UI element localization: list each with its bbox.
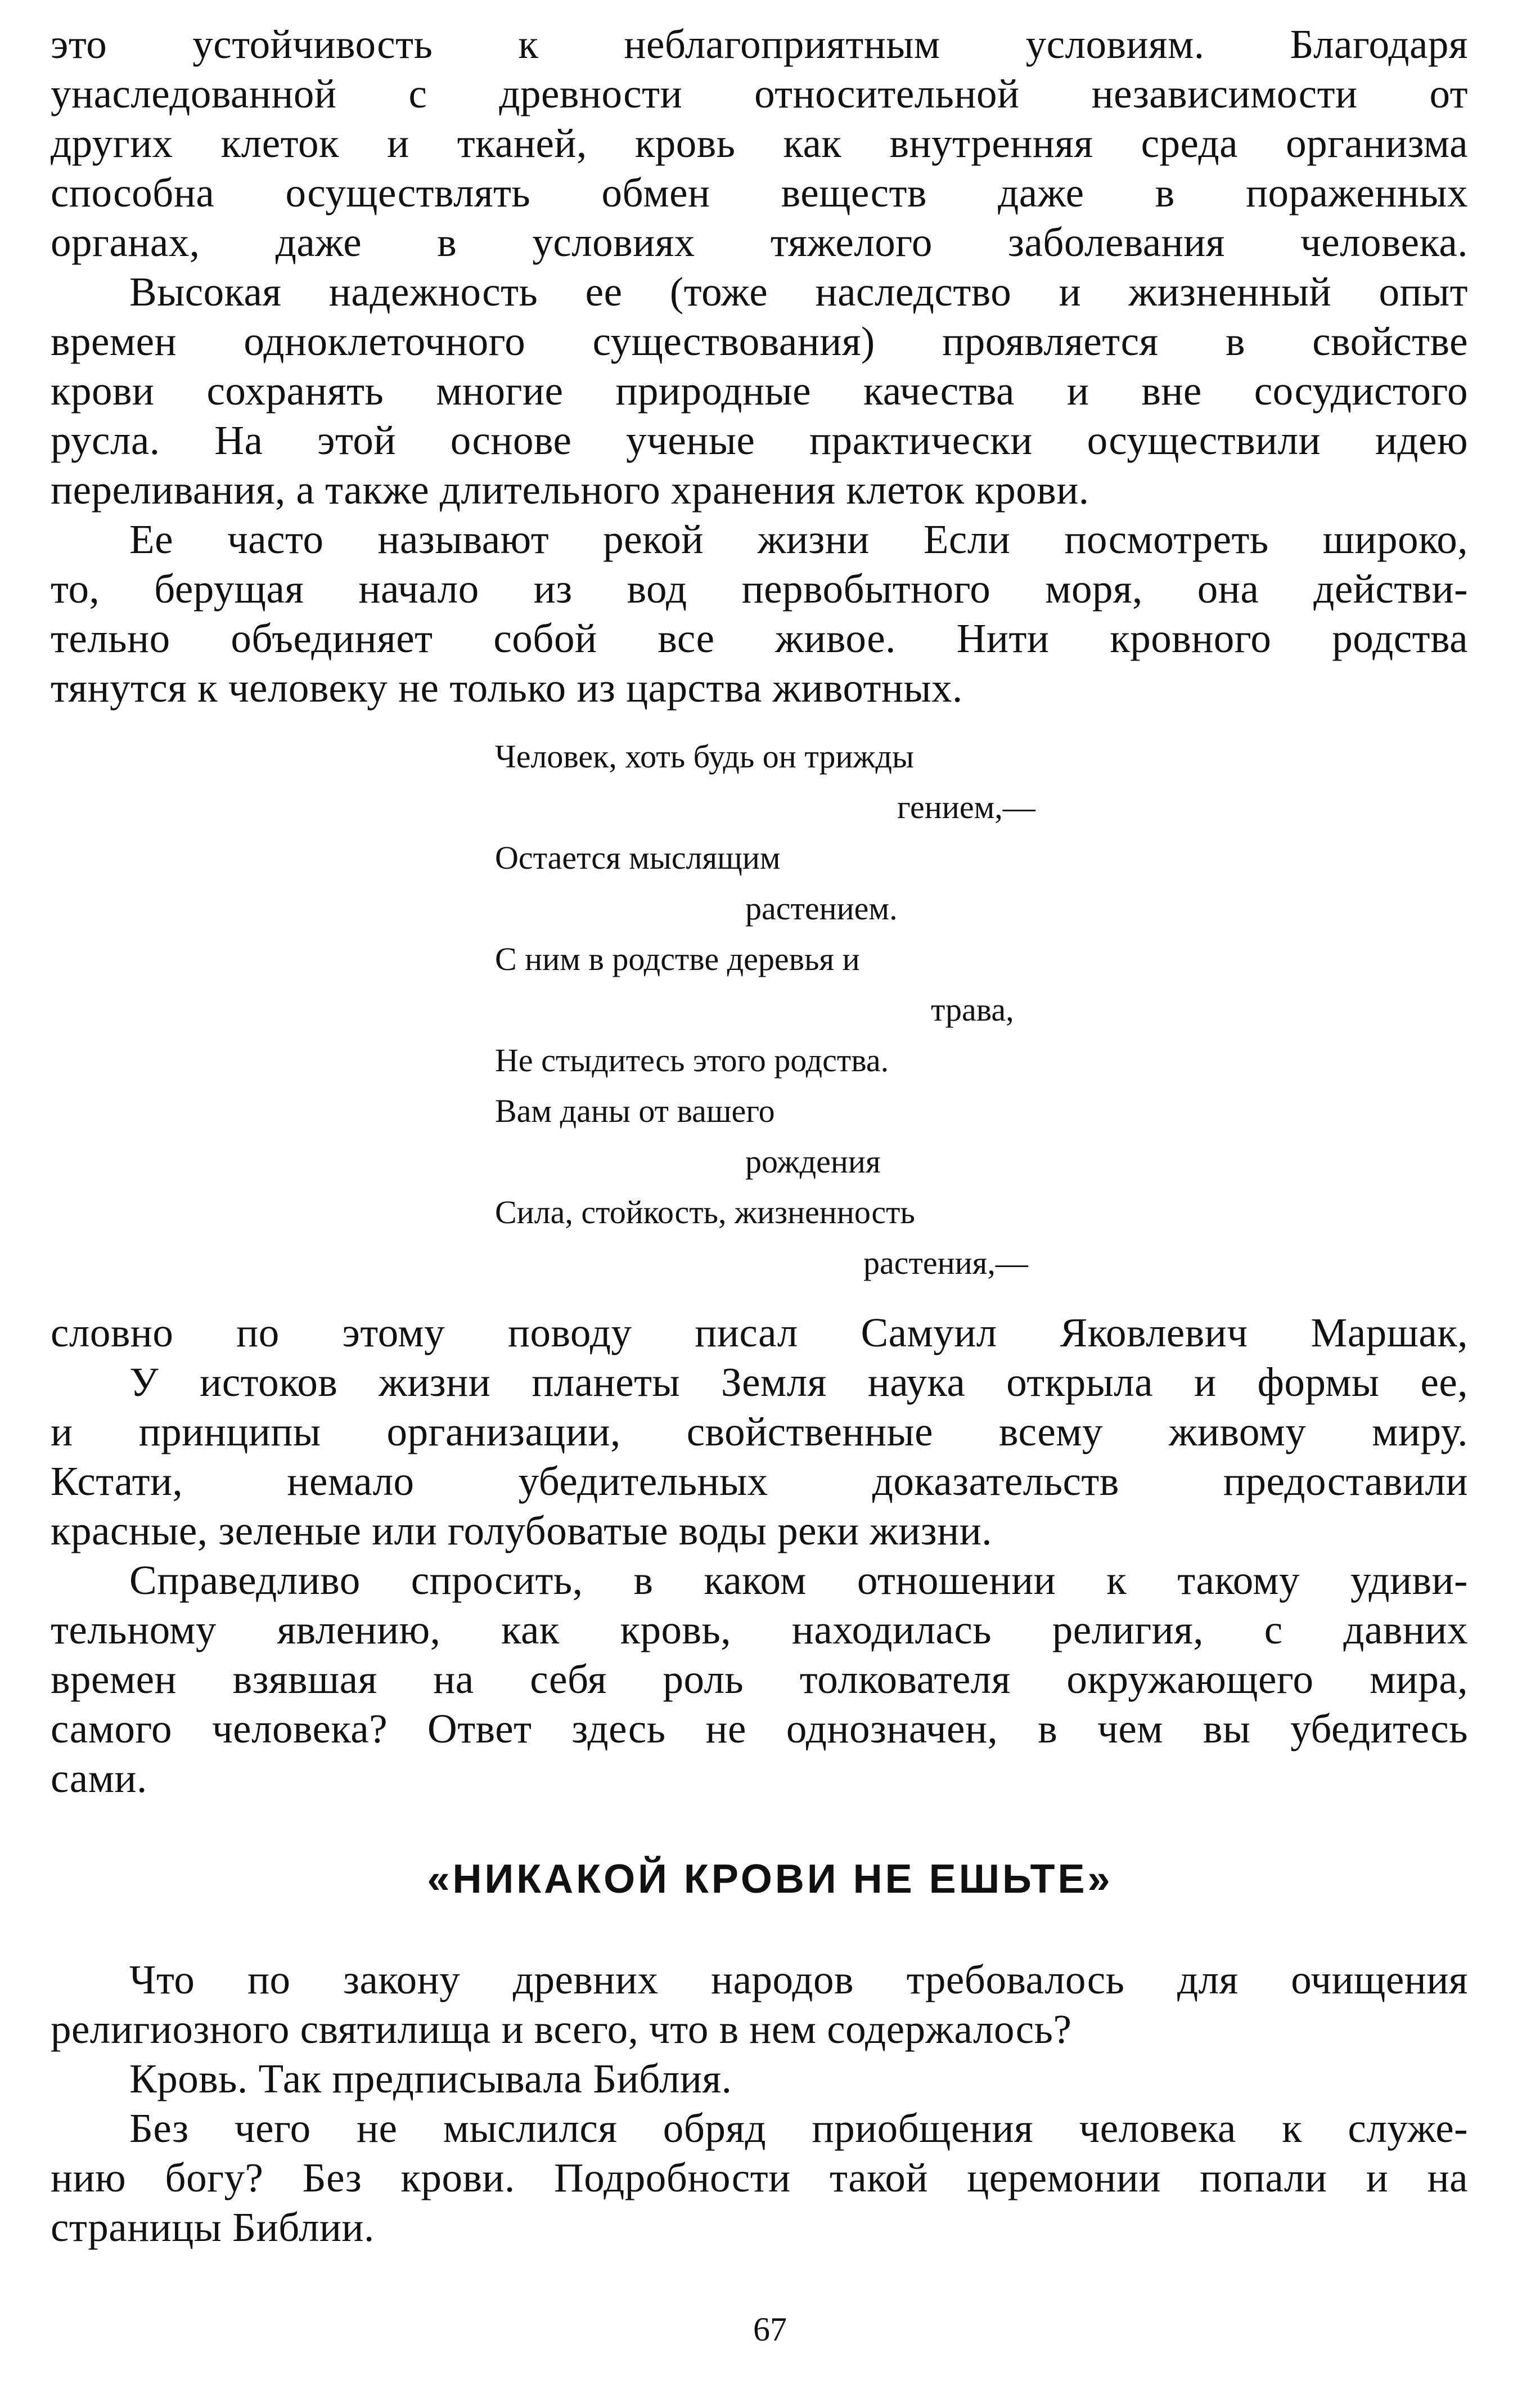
text-line: русла. На этой основе ученые практически осуществили идею [51, 417, 1468, 463]
poem-line: Вам даны от вашего [495, 1093, 775, 1129]
page-number: 67 [753, 2311, 787, 2348]
poem-line: Не стыдитесь этого родства. [495, 1042, 889, 1079]
text-line: самого человека? Ответ здесь не однозначен, в чем вы убедитесь [51, 1706, 1468, 1751]
text-line: времен взявшая на себя роль толкователя окружающего мира, [51, 1656, 1468, 1702]
text-line: то, берущая начало из вод первобытного моря, она действи- [51, 566, 1468, 612]
text-line: сами. [51, 1755, 147, 1801]
text-line: красные, зеленые или голубоватые воды реки жизни. [51, 1508, 993, 1553]
poem-line: растением. [745, 890, 898, 927]
text-line: тельно объединяет собой все живое. Нити кровного родства [51, 616, 1468, 661]
text-line: унаследованной с древности относительной независимости от [51, 71, 1468, 116]
poem-line: Сила, стойкость, жизненность [495, 1194, 915, 1230]
paragraph-first-line: Справедливо спросить, в каком отношении к такому удиви- [129, 1557, 1468, 1603]
text-line: это устойчивость к неблагоприятным условиям. Благодаря [51, 21, 1468, 67]
poem-line: Остается мыслящим [495, 839, 781, 876]
text-line: религиозного святилища и всего, что в нем содержалось? [51, 2006, 1072, 2052]
paragraph-first-line: У истоков жизни планеты Земля наука открыла и формы ее, [129, 1359, 1468, 1405]
poem-line: рождения [745, 1143, 881, 1180]
paragraph-first-line: Высокая надежность ее (тоже наследство и жизненный опыт [129, 269, 1468, 315]
poem-line: растения,— [863, 1245, 1028, 1281]
text-line: крови сохранять многие природные качества и вне сосудистого [51, 368, 1468, 414]
poem-line: трава, [931, 991, 1014, 1028]
text-line: способна осуществлять обмен веществ даже в пораженных [51, 170, 1468, 215]
poem-line: гением,— [897, 789, 1035, 825]
text-line: переливания, а также длительного хранения клеток крови. [51, 467, 1089, 513]
section-heading: «НИКАКОЙ КРОВИ НЕ ЕШЬТЕ» [427, 1857, 1113, 1902]
poem-line: С ним в родстве деревья и [495, 941, 860, 977]
paragraph-first-line: Без чего не мыслился обряд приобщения человека к служе- [129, 2105, 1468, 2151]
paragraph-first-line: Что по закону древних народов требовалось для очищения [129, 1957, 1468, 2002]
poem-line: Человек, хоть будь он трижды [495, 738, 914, 775]
paragraph-first-line: Кровь. Так предписывала Библия. [129, 2056, 732, 2101]
text-line: тельному явлению, как кровь, находилась религия, с давних [51, 1607, 1468, 1652]
text-line: словно по этому поводу писал Самуил Яковлевич Маршак, [51, 1310, 1468, 1355]
text-line: органах, даже в условиях тяжелого заболевания человека. [51, 219, 1468, 265]
text-line: времен одноклеточного существования) проявляется в свойстве [51, 318, 1468, 364]
text-line: и принципы организации, свойственные всему живому миру. [51, 1409, 1468, 1454]
text-line: страницы Библии. [51, 2204, 375, 2250]
text-line: нию богу? Без крови. Подробности такой церемонии попали и на [51, 2155, 1468, 2200]
paragraph-first-line: Ее часто называют рекой жизни Если посмотреть широко, [129, 516, 1468, 562]
text-line: тянутся к человеку не только из царства животных. [51, 665, 963, 711]
text-line: Кстати, немало убедительных доказательств предоставили [51, 1458, 1468, 1504]
text-line: других клеток и тканей, кровь как внутренняя среда организма [51, 120, 1468, 166]
